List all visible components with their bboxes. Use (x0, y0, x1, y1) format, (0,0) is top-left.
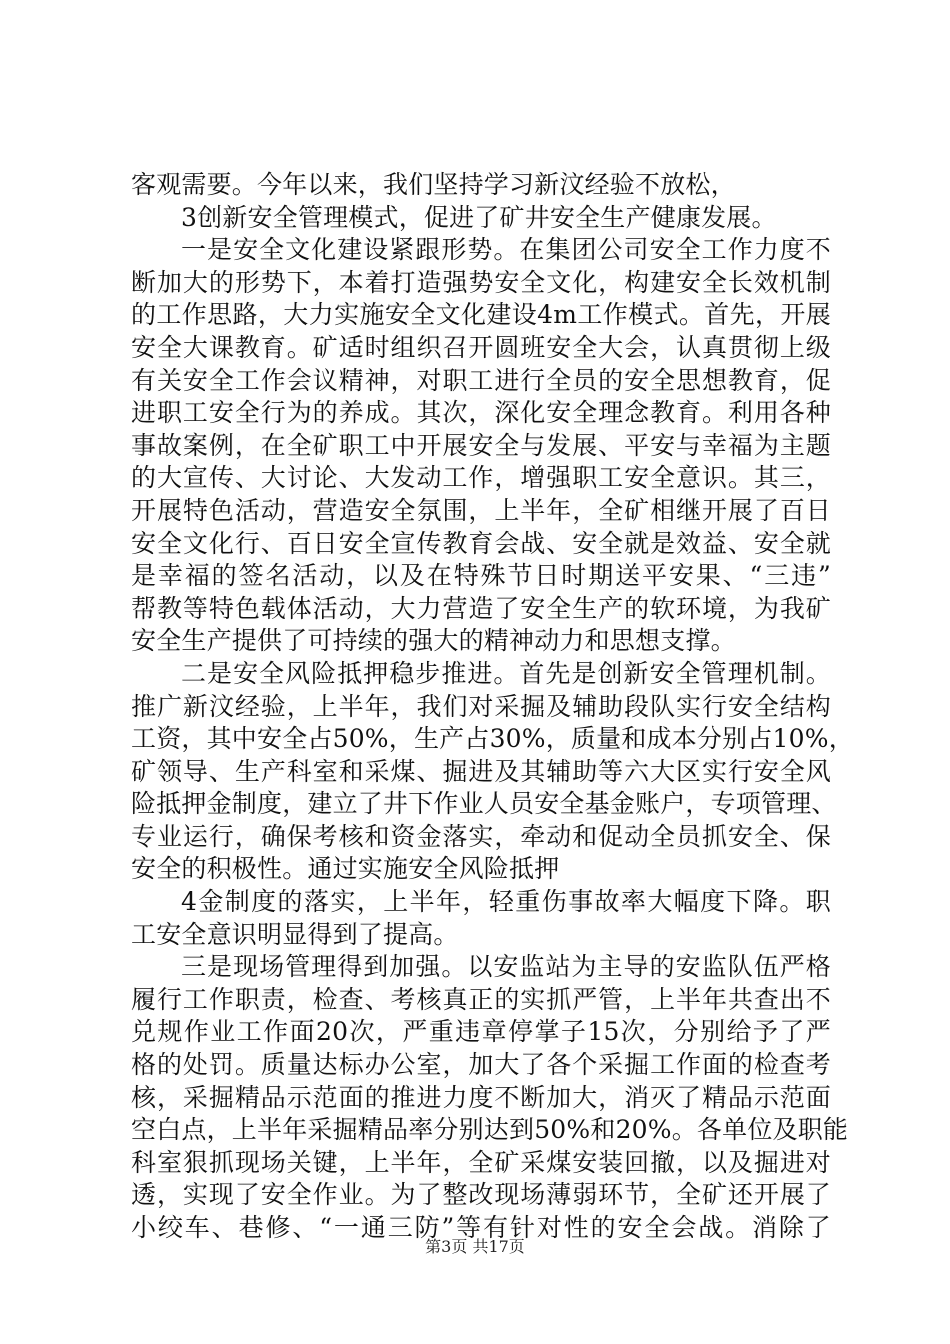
text-line: 格的处罚。质量达标办公室，加大了各个采掘工作面的检查考 (131, 1050, 831, 1080)
text-line: 安全的积极性。通过实施安全风险抵押 (131, 854, 560, 884)
text-line: 小绞车、巷修、“一通三防”等有针对性的安全会战。消除了 (131, 1213, 831, 1242)
body-text (131, 169, 854, 1245)
text-line: 空白点，上半年采掘精品率分别达到50%和20%。各单位及职能 (131, 1115, 849, 1145)
text-line: 兑规作业工作面20次，严重违章停掌子15次，分别给予了严 (131, 1017, 831, 1047)
text-line: 安全大课教育。矿适时组织召开圆班安全大会，认真贯彻上级 (131, 332, 831, 362)
text-line: 进职工安全行为的养成。其次，深化安全理念教育。利用各种 (131, 398, 831, 428)
text-line: 一是安全文化建设紧跟形势。在集团公司安全工作力度不 (181, 235, 831, 265)
text-line: 的工作思路，大力实施安全文化建设4m工作模式。首先，开展 (131, 300, 831, 330)
text-line: 核，采掘精品示范面的推进力度不断加大，消灭了精品示范面 (131, 1082, 831, 1112)
text-line: 客观需要。今年以来，我们坚持学习新汶经验不放松， (131, 170, 736, 199)
text-line: 的大宣传、大讨论、大发动工作，增强职工安全意识。其三， (131, 463, 831, 493)
text-line: 是幸福的签名活动，以及在特殊节日时期送平安果、“三违” (131, 561, 831, 591)
text-line: 断加大的形势下，本着打造强势安全文化，构建安全长效机制 (131, 267, 831, 297)
text-line: 透，实现了安全作业。为了整改现场薄弱环节，全矿还开展了 (131, 1180, 831, 1210)
text-line: 开展特色活动，营造安全氛围，上半年，全矿相继开展了百日 (131, 495, 831, 525)
text-line: 科室狠抓现场关键，上半年，全矿采煤安装回撤，以及掘进对 (131, 1147, 831, 1177)
text-line: 安全生产提供了可持续的强大的精神动力和思想支撑。 (131, 626, 736, 656)
text-line: 履行工作职责，检查、考核真正的实抓严管，上半年共查出不 (131, 984, 831, 1014)
text-line: 有关安全工作会议精神，对职工进行全员的安全思想教育，促 (131, 365, 831, 395)
text-line: 三是现场管理得到加强。以安监站为主导的安监队伍严格 (181, 952, 831, 982)
text-line: 专业运行，确保考核和资金落实，牵动和促动全员抓安全、保 (131, 821, 831, 851)
text-line: 矿领导、生产科室和采煤、掘进及其辅助等六大区实行安全风 (131, 756, 831, 786)
page-footer: 第3页 共17页 (425, 1237, 525, 1256)
text-line: 安全文化行、百日安全宣传教育会战、安全就是效益、安全就 (131, 528, 831, 558)
text-line: 4金制度的落实，上半年，轻重伤事故率大幅度下降。职 (181, 887, 831, 917)
text-line: 二是安全风险抵押稳步推进。首先是创新安全管理机制。 (181, 658, 831, 688)
text-line: 险抵押金制度，建立了井下作业人员安全基金账户，专项管理、 (131, 789, 837, 819)
text-line: 事故案例，在全矿职工中开展安全与发展、平安与幸福为主题 (131, 430, 831, 460)
text-line: 工资，其中安全占50%，生产占30%，质量和成本分别占10%， (131, 724, 854, 754)
text-line: 帮教等特色载体活动，大力营造了安全生产的软环境，为我矿 (131, 593, 831, 623)
text-line: 3创新安全管理模式，促进了矿井安全生产健康发展。 (181, 202, 777, 232)
text-line: 工安全意识明显得到了提高。 (131, 919, 459, 949)
text-line: 推广新汶经验，上半年，我们对采掘及辅助段队实行安全结构 (131, 691, 831, 721)
